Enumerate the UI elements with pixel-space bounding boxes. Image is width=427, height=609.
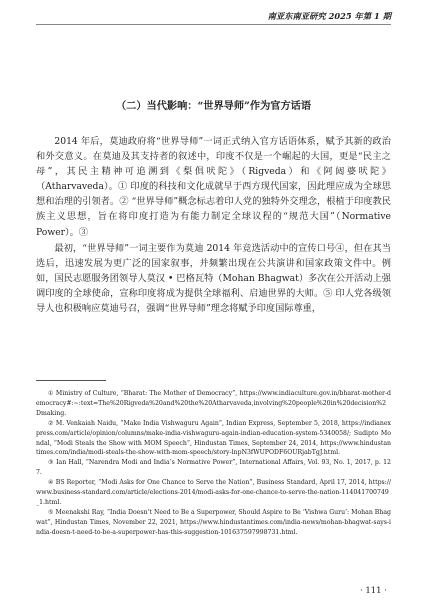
- page-number: · 111 ·: [359, 586, 387, 596]
- footnote: ② M. Venkaiah Naidu, “Make India Vishwaguru Again”, Indian Express, September 5, 2018, https://indianexpress.com/article/opinion/columns/make-india-vishwaguru-again-indian-education-system-5340058/; Sudipto Mondal, “Modi Steals the Show with MOM Speech”, Hindustan Times, September 24, 2014, https://www.hindustantimes.com/india/modi-steals-the-show-with-mom-speech/story-lnpN3fWUPODF6OURjabTgJ.html.: [36, 419, 391, 457]
- running-header: 南亚东南亚研究 2025 年第 1 期: [267, 11, 391, 21]
- header-rule: [36, 24, 391, 25]
- footnote-rule: [36, 380, 106, 381]
- footnote: ① Ministry of Culture, “Bharat: The Mother of Democracy”, https://www.indiaculture.gov.in/bharat-mother-democracy#:~:text=The%20Rigveda%20and%20the%20Atharvaveda,involving%20people%20in%20decision%2Dmaking.: [36, 390, 391, 417]
- body-text: [36, 134, 391, 317]
- footnote: ③ Ian Hall, “Narendra Modi and India’s Normative Power”, International Affairs, Vol. 93, No. 1, 2017, p. 127.: [36, 459, 391, 477]
- footnotes: [36, 389, 391, 538]
- section-heading: （二）当代影响：“世界导师”作为官方话语: [115, 100, 312, 112]
- footnote: ⑤ Meenakshi Ray, “India Doesn’t Need to Be a Superpower, Should Aspire to Be ‘Vishwa Guru’: Mohan Bhagwat”, Hindustan Times, November 22, 2021, https://www.hindustantimes.com/india-news/mohan-bhagwat-says-india-doesn-t-need-to-be-a-superpower-has-this-suggestion-101637597998731.html.: [36, 508, 391, 536]
- footnote: ④ BS Reporter, “Modi Asks for One Chance to Serve the Nation”, Business Standard, April 17, 2014, https://www.business-standard.com/article/elections-2014/modi-asks-for-one-chance-to-serve-the-nation-114041700749_1.html.: [36, 479, 391, 506]
- body-paragraph: 2014 年后，莫迪政府将“世界导师”一词正式纳入官方话语体系，赋予其新的政治和外交意义。在莫迪及其支持者的叙述中，印度不仅是一个崛起的大国，更是“民主之母”，其民主精神可追溯到《梨俱吠陀》（Rigveda）和《阿闼婆吠陀》（Atharvaveda）。① 印度的科技和文化成就早于西方现代国家，因此理应成为全球思想和治理的引领者。② “世界导师”概念标志着印人党的独特外交理念，根植于印度教民族主义思想，旨在将印度打造为有能力制定全球议程的“规范大国”（Normative Power）。③: [36, 136, 391, 238]
- body-paragraph: 最初，“世界导师”一词主要作为莫迪 2014 年竞选活动中的宣传口号④，但在其当选后，迅速发展为更广泛的国家叙事，并频繁出现在公共演讲和国家政策文件中。例如，国民志愿服务团领导人莫汉 • 巴格瓦特（Mohan Bhagwat）多次在公开活动上强调印度的全球使命，宣称印度将成为提供全球福利、启迪世界的大师。⑤ 印人党各级领导人也积极响应莫迪号召，强调“世界导师”理念将赋予印度国际尊重，: [36, 242, 391, 315]
